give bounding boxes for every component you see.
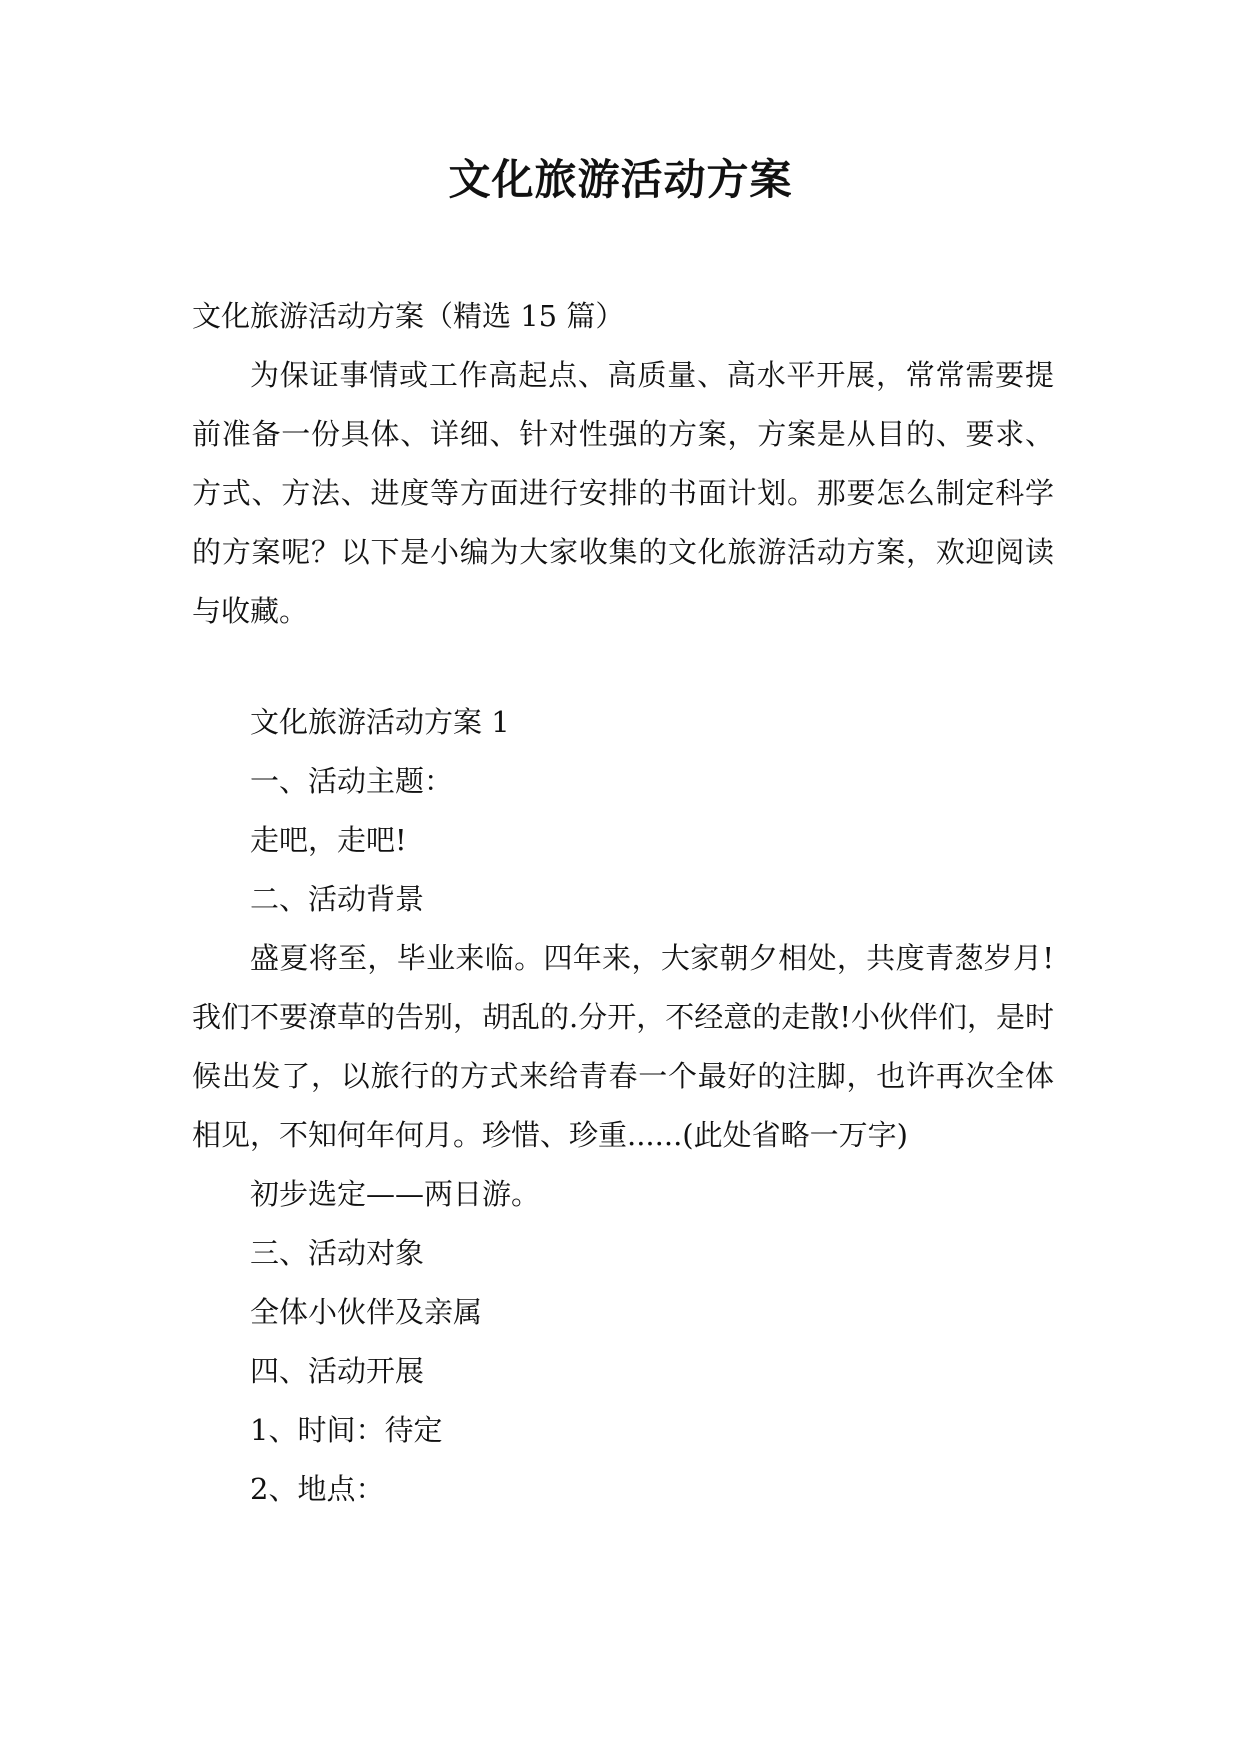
- place-item: 2、地点：: [250, 1472, 385, 1506]
- background-paragraph: 盛夏将至，毕业来临。四年来，大家朝夕相处，共度青葱岁月!我们不要潦草的告别，胡乱的.分开，不经意的走散!小伙伴们，是时候出发了，以旅行的方式来给青春一个最好的注脚，也许再次全体相见，不知何年何月。珍惜、珍重......(此处省略一万字): [192, 941, 1054, 1152]
- intro-paragraph: 为保证事情或工作高起点、高质量、高水平开展，常常需要提前准备一份具体、详细、针对性强的方案，方案是从目的、要求、方式、方法、进度等方面进行安排的书面计划。那要怎么制定科学的方案呢？以下是小编为大家收集的文化旅游活动方案，欢迎阅读与收藏。: [192, 358, 1054, 628]
- background-heading: 二、活动背景: [250, 882, 425, 916]
- plan-text: 初步选定——两日游。: [250, 1177, 541, 1211]
- theme-text: 走吧，走吧!: [250, 823, 407, 857]
- time-item: 1、时间：待定: [250, 1413, 443, 1447]
- theme-heading: 一、活动主题：: [250, 764, 454, 798]
- document-subtitle: 文化旅游活动方案（精选 15 篇）: [192, 299, 625, 333]
- target-heading: 三、活动对象: [250, 1236, 425, 1270]
- section-heading: 文化旅游活动方案 1: [250, 705, 510, 739]
- document-title: 文化旅游活动方案: [448, 155, 793, 204]
- document-body: [192, 287, 1054, 1519]
- target-text: 全体小伙伴及亲属: [250, 1295, 483, 1329]
- conduct-heading: 四、活动开展: [250, 1354, 425, 1388]
